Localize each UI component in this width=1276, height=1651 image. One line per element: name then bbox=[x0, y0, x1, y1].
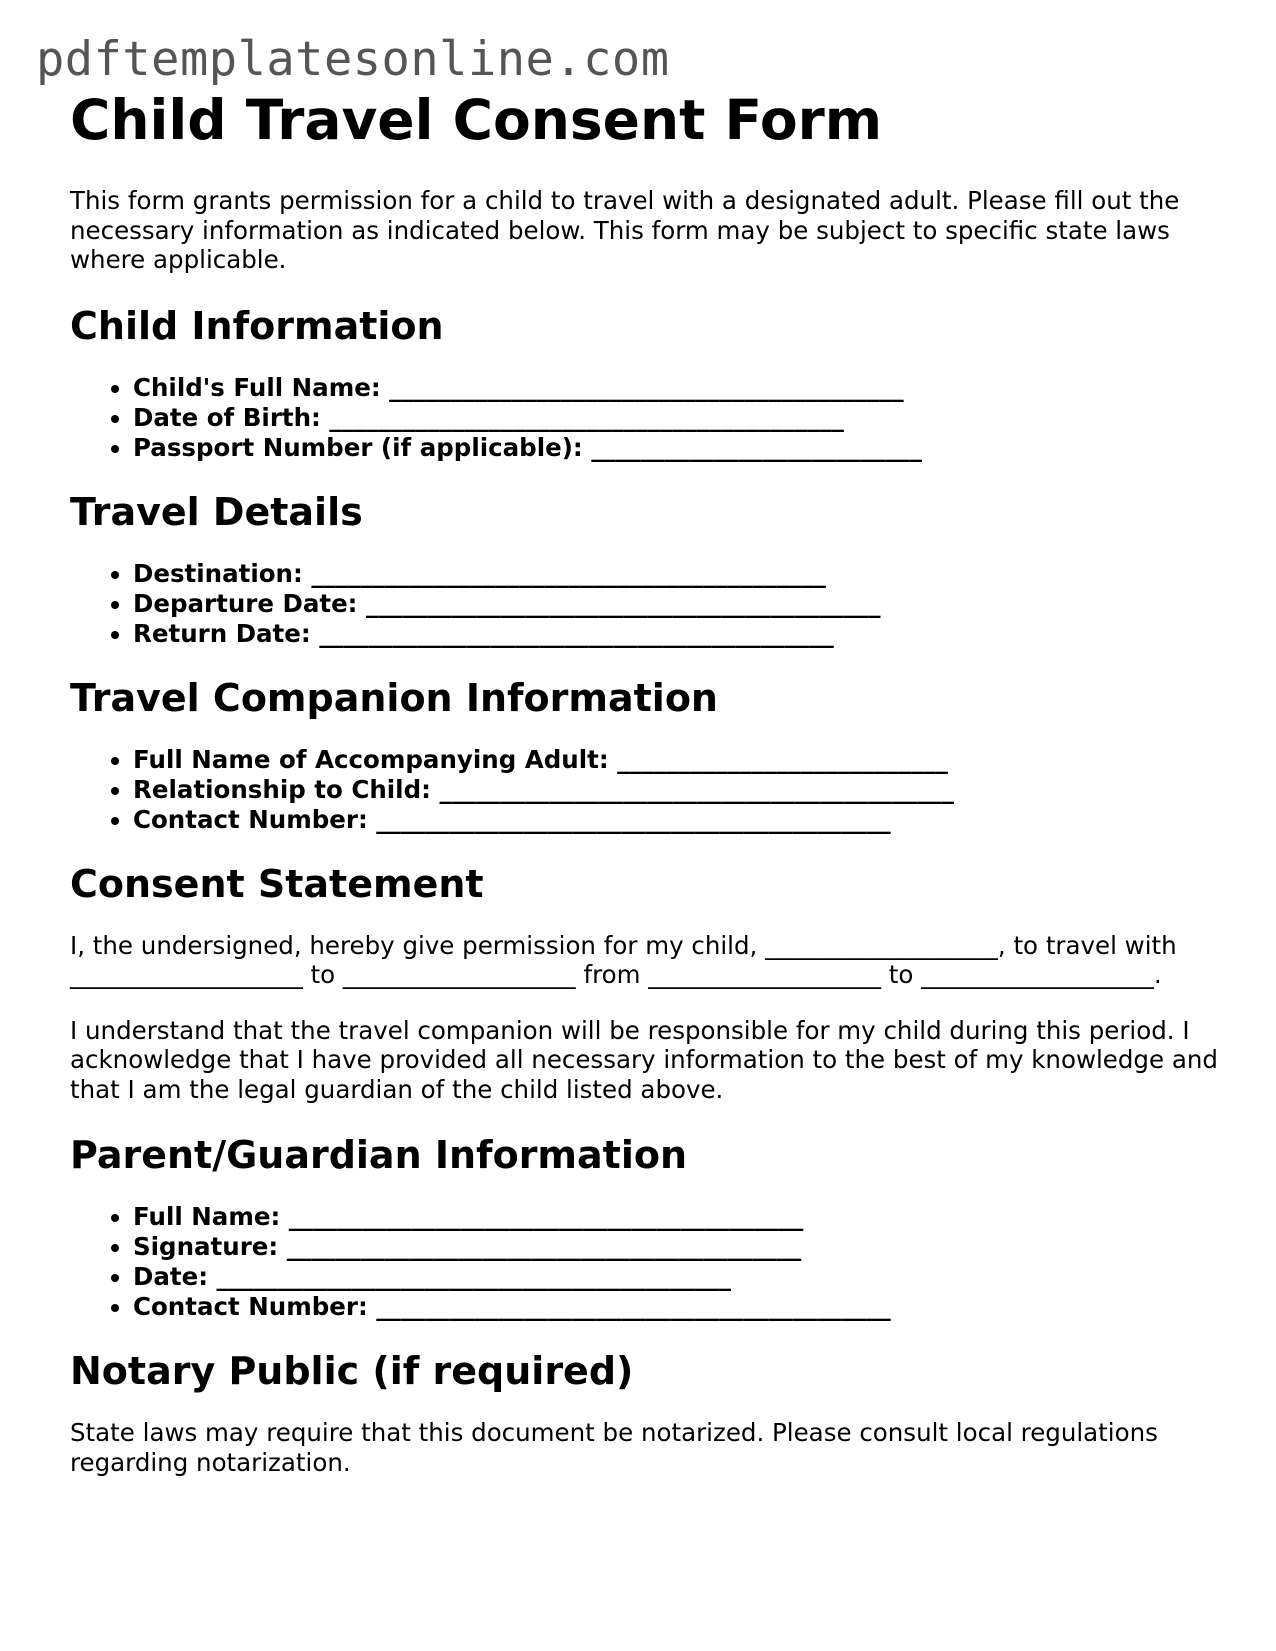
child-date-of-birth-field: • Date of Birth: __________________________________________ bbox=[133, 403, 1220, 433]
watermark: pdftemplatesonline.com bbox=[36, 32, 670, 87]
return-date-field: • Return Date: __________________________________________ bbox=[133, 619, 1220, 649]
consent-statement-section bbox=[70, 861, 1220, 1105]
child-passport-number-field: • Passport Number (if applicable): ___________________________ bbox=[133, 433, 1220, 463]
notary-paragraph: State laws may require that this document be notarized. Please consult local regulations regarding notarization. bbox=[70, 1418, 1158, 1477]
parent-guardian-heading: Parent/Guardian Information bbox=[70, 1133, 688, 1177]
guardian-full-name-field: • Full Name: __________________________________________ bbox=[133, 1202, 1220, 1232]
child-information-section bbox=[70, 303, 1220, 463]
consent-paragraph: I, the undersigned, hereby give permission for my child, ___________________, to travel with ___________________ to ___________________ from ___________________ to ___________________. bbox=[70, 930, 1177, 989]
guardian-date-field: • Date: __________________________________________ bbox=[133, 1262, 1220, 1292]
travel-companion-heading: Travel Companion Information bbox=[70, 675, 718, 720]
travel-details-section bbox=[70, 489, 1220, 649]
document-page bbox=[70, 84, 1220, 1477]
travel-details-list bbox=[70, 559, 1220, 649]
consent-statement-heading: Consent Statement bbox=[70, 861, 484, 906]
child-information-list bbox=[70, 373, 1220, 463]
departure-date-field: • Departure Date: __________________________________________ bbox=[133, 589, 1220, 619]
child-full-name-field: • Child's Full Name: __________________________________________ bbox=[133, 373, 1220, 403]
acknowledgement-paragraph: I understand that the travel companion will be responsible for my child during this period. I acknowledge that I have provided all necessary information to the best of my knowledge and that I am the legal guardian of the child listed above. bbox=[70, 1015, 1218, 1104]
travel-companion-section bbox=[70, 675, 1220, 835]
destination-field: • Destination: __________________________________________ bbox=[133, 559, 1220, 589]
companion-relationship-field: • Relationship to Child: __________________________________________ bbox=[133, 775, 1220, 805]
parent-guardian-list bbox=[70, 1202, 1220, 1322]
travel-details-heading: Travel Details bbox=[70, 489, 363, 534]
guardian-signature-field: • Signature: __________________________________________ bbox=[133, 1232, 1220, 1262]
guardian-contact-number-field: • Contact Number: __________________________________________ bbox=[133, 1292, 1220, 1322]
parent-guardian-section bbox=[70, 1132, 1220, 1322]
companion-contact-number-field: • Contact Number: __________________________________________ bbox=[133, 805, 1220, 835]
form-title: Child Travel Consent Form bbox=[70, 88, 883, 152]
notary-heading: Notary Public (if required) bbox=[70, 1349, 634, 1393]
travel-companion-list bbox=[70, 745, 1220, 835]
notary-section bbox=[70, 1348, 1220, 1477]
intro-paragraph: This form grants permission for a child to travel with a designated adult. Please fill out the necessary information as indicated below. This form may be subject to specific state laws where applicable. bbox=[70, 186, 1180, 274]
companion-full-name-field: • Full Name of Accompanying Adult: ___________________________ bbox=[133, 745, 1220, 775]
child-information-heading: Child Information bbox=[70, 303, 444, 348]
